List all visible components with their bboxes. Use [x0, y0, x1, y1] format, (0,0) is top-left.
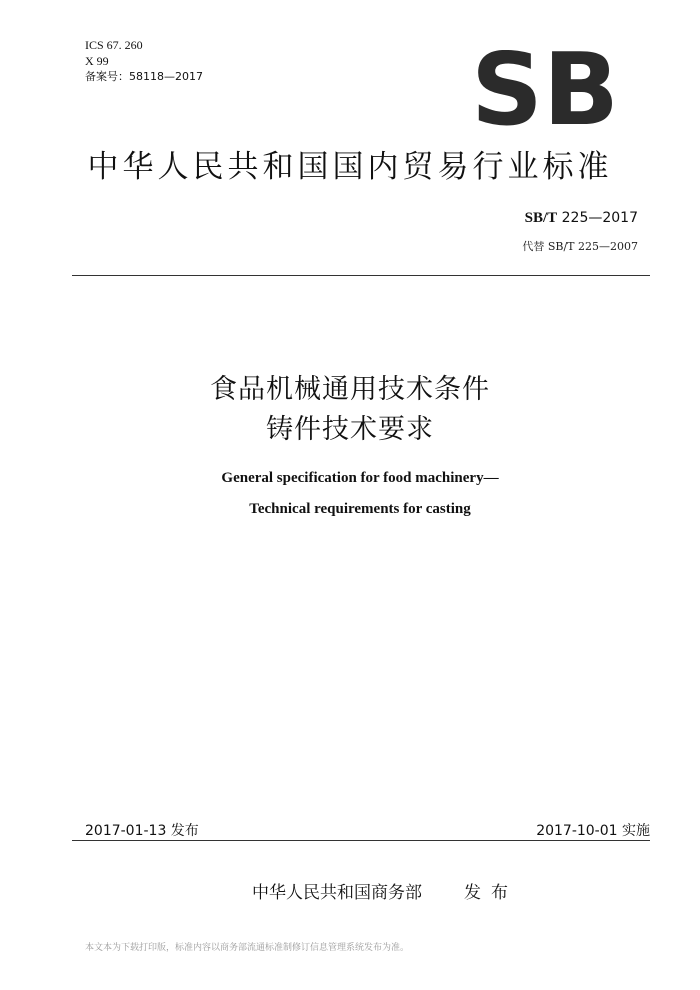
category-code: X 99 — [85, 54, 109, 68]
ics-code: ICS 67. 260 — [85, 38, 143, 52]
issue-date: 2017-01-13 发布 — [85, 823, 199, 839]
english-title-line-1: General specification for food machinery— — [221, 470, 499, 486]
issuer-action: 发布 — [464, 883, 518, 903]
issuer — [252, 878, 518, 903]
org-title: 中华人民共和国国内贸易行业标准 — [87, 149, 613, 185]
issuer-name: 中华人民共和国商务部 — [252, 883, 422, 903]
standard-prefix: SB/T — [524, 210, 558, 226]
implementation-date: 2017-10-01 实施 — [536, 823, 650, 839]
standard-number: 225—2017 — [557, 210, 638, 226]
chinese-title-line-1: 食品机械通用技术条件 — [210, 374, 490, 405]
sb-logo-mark — [470, 50, 620, 130]
english-title-line-2: Technical requirements for casting — [249, 501, 471, 517]
download-footnote: 本文本为下载打印版，标准内容以商务部流通标准制修订信息管理系统发布为准。 — [85, 943, 410, 953]
footer-divider — [72, 840, 650, 841]
replaces-standard: 代替 SB/T 225—2007 — [522, 240, 638, 253]
sb-logo-text: SB — [471, 50, 619, 130]
header-divider — [72, 275, 650, 276]
sb-logo — [470, 50, 620, 130]
record-number: 备案号：58118—2017 — [85, 70, 203, 83]
standard-code — [525, 210, 638, 227]
chinese-title-line-2: 铸件技术要求 — [266, 414, 434, 445]
